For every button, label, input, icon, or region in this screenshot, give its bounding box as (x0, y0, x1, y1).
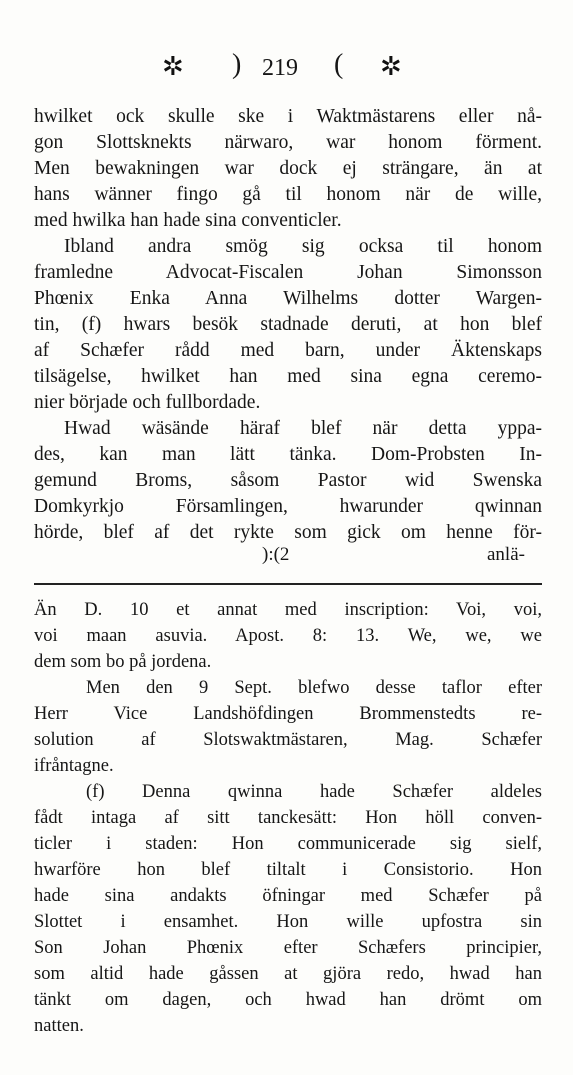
footnote-line: hwarföre hon blef tiltalt i Consistorio. Hon (34, 860, 542, 880)
footnote-line: dem som bo på jordena. (34, 652, 212, 672)
footnote-line: ifråntagne. (34, 756, 114, 776)
text-line: Men bewakningen war dock ej strängare, än at (34, 158, 542, 179)
footnote-divider (34, 583, 542, 585)
text-line: framledne Advocat-Fiscalen Johan Simonsson (34, 262, 542, 283)
running-header (0, 48, 573, 88)
text-line: af Schæfer rådd med barn, under Äktenskaps (34, 340, 542, 361)
footnote-line: Slottet i ensamhet. Hon wille upfostra sin (34, 912, 542, 932)
text-line: Hwad wäsände häraf blef när detta yppa- (64, 418, 542, 439)
ornament-star-icon: ✲ (162, 52, 184, 82)
footnote-line: tänkt om dagen, och hwad han drömt om (34, 990, 542, 1010)
text-line: Phœnix Enka Anna Wilhelms dotter Wargen- (34, 288, 542, 309)
footnote-line: ticler i staden: Hon communicerade sig sielf, (34, 834, 542, 854)
footnote-line: natten. (34, 1016, 84, 1036)
footnote-line: solution af Slotswaktmästaren, Mag. Schæfer (34, 730, 542, 750)
text-line: tin, (f) hwars besök stadnade deruti, at hon blef (34, 314, 542, 335)
footnote-line: (f) Denna qwinna hade Schæfer aldeles (86, 782, 542, 802)
footnote-line: Men den 9 Sept. blefwo desse taflor efter (86, 678, 542, 698)
text-line: nier började och fullbordade. (34, 392, 261, 413)
text-line: med hwilka han hade sina conventicler. (34, 210, 342, 231)
text-line: hwilket ock skulle ske i Waktmästarens eller nå- (34, 106, 542, 127)
text-line: hans wänner fingo gå til honom när de wille, (34, 184, 542, 205)
text-line: des, kan man lätt tänka. Dom-Probsten In- (34, 444, 542, 465)
text-line: hörde, blef af det rykte som gick om henne för- (34, 522, 542, 543)
text-line: tilsägelse, hwilket han med sina egna ceremo- (34, 366, 542, 387)
catchword: anlä- (487, 544, 525, 565)
text-line: gemund Broms, såsom Pastor wid Swenska (34, 470, 542, 491)
footnote-line: fådt intaga af sitt tanckesätt: Hon höll conven- (34, 808, 542, 828)
footnote-line: Än D. 10 et annat med inscription: Voi, voi, (34, 600, 542, 620)
footnote-line: som altid hade gåssen at gjöra redo, hwad han (34, 964, 542, 984)
page-number: 219 (262, 55, 298, 81)
footnote-line: voi maan asuvia. Apost. 8: 13. We, we, we (34, 626, 542, 646)
footnote-line: hade sina andakts öfningar med Schæfer på (34, 886, 542, 906)
header-paren-left: ) (232, 49, 242, 80)
footnote-line: Herr Vice Landshöfdingen Brommenstedts re- (34, 704, 542, 724)
footnote-line: Son Johan Phœnix efter Schæfers principier, (34, 938, 542, 958)
signature-mark: ):(2 (262, 544, 290, 565)
text-line: Ibland andra smög sig ocksa til honom (64, 236, 542, 257)
text-line: Domkyrkjo Församlingen, hwarunder qwinnan (34, 496, 542, 517)
ornament-star-icon: ✲ (380, 52, 402, 82)
header-paren-right: ( (334, 49, 344, 80)
text-line: gon Slottsknekts närwaro, war honom förment. (34, 132, 542, 153)
